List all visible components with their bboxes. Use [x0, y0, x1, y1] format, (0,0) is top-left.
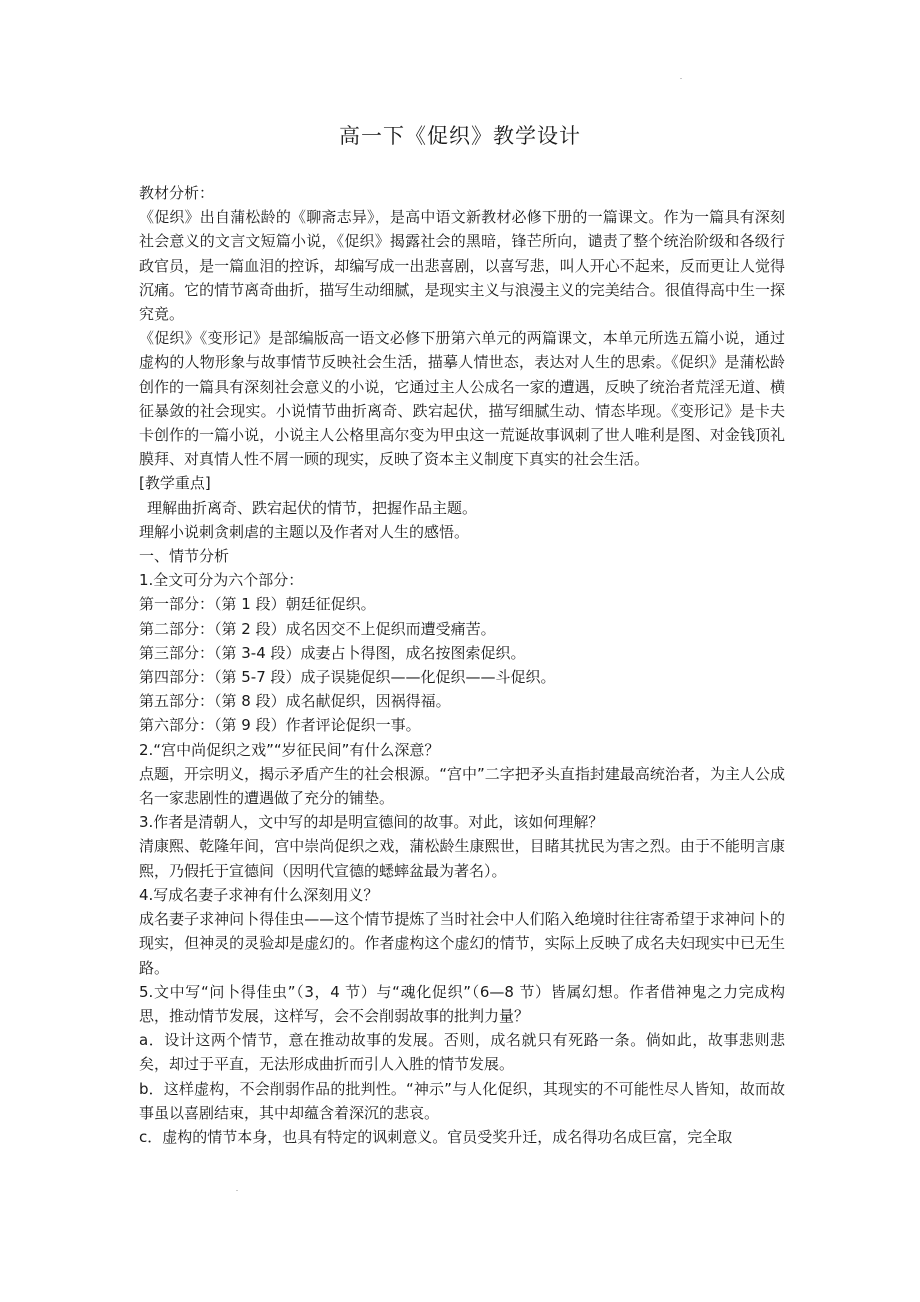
- document-body: [139, 181, 785, 1149]
- body-paragraph: 《促织》《变形记》是部编版高一语文必修下册第六单元的两篇课文，本单元所选五篇小说，通过虚构的人物形象与故事情节反映社会生活，描摹人情世态，表达对人生的思索。《促织》是蒲松龄创作的一篇具有深刻社会意义的小说，它通过主人公成名一家的遭遇，反映了统治者荒淫无道、横征暴敛的社会现实。小说情节曲折离奇、跌宕起伏，描写细腻生动、情态毕现。《变形记》是卡夫卡创作的一篇小说，小说主人公格里高尔变为甲虫这一荒诞故事讽刺了世人唯利是图、对金钱顶礼膜拜、对真情人性不屑一顾的现实，反映了资本主义制度下真实的社会生活。: [139, 329, 785, 469]
- outline-item: 第四部分：（第 5-7 段）成子误毙促织——化促织——斗促织。: [139, 668, 556, 687]
- scan-speck-bottom: [236, 1190, 238, 1191]
- question-heading: 3.作者是清朝人，文中写的却是明宣德间的故事。对此，该如何理解？: [139, 813, 604, 832]
- section-heading-focus: [教学重点]: [139, 474, 211, 493]
- question-heading: 2.“宫中尚促织之戏”“岁征民间”有什么深意？: [139, 740, 440, 759]
- question-heading: 4.写成名妻子求神有什么深刻用义？: [139, 885, 379, 904]
- outline-item: 第五部分：（第 8 段）成名献促织，因祸得福。: [139, 692, 451, 711]
- answer-paragraph: 清康熙、乾隆年间，宫中崇尚促织之戏，蒲松龄生康熙世，目睹其扰民为害之烈。由于不能明言康熙，乃假托于宣德间（因明代宣德的蟋蟀盆最为著名）。: [139, 837, 785, 880]
- focus-item: 理解曲折离奇、跌宕起伏的情节，把握作品主题。: [147, 498, 478, 517]
- answer-point: b．这样虚构，不会削弱作品的批判性。“神示”与人化促织，其现实的不可能性尽人皆知，故而故事虽以喜剧结束，其中却蕴含着深沉的悲哀。: [139, 1079, 785, 1122]
- section-heading-analysis: 教材分析：: [139, 184, 215, 202]
- outline-item: 第一部分：（第 1 段）朝廷征促织。: [139, 595, 376, 614]
- outline-item: 第六部分：（第 9 段）作者评论促织一事。: [139, 716, 421, 735]
- answer-point: a．设计这两个情节，意在推动故事的发展。否则，成名就只有死路一条。倘如此，故事悲则悲矣，却过于平直，无法形成曲折而引人入胜的情节发展。: [139, 1031, 785, 1074]
- question-heading: 5.文中写“问卜得佳虫”（3，4 节）与“魂化促织”（6—8 节）皆属幻想。作者借神鬼之力完成构思，推动情节发展，这样写，会不会削弱故事的批判力量？: [139, 982, 785, 1025]
- answer-paragraph: 成名妻子求神问卜得佳虫——这个情节提炼了当时社会中人们陷入绝境时往往寄希望于求神问卜的现实，但神灵的灵验却是虚幻的。作者虚构这个虚幻的情节，实际上反映了成名夫妇现实中已无生路。: [139, 910, 785, 977]
- body-paragraph: 《促织》出自蒲松龄的《聊斋志异》，是高中语文新教材必修下册的一篇课文。作为一篇具有深刻社会意义的文言文短篇小说，《促织》揭露社会的黑暗，锋芒所向，谴责了整个统治阶级和各级行政官员，是一篇血泪的控诉，却编写成一出悲喜剧，以喜写悲，叫人开心不起来，反而更让人觉得沉痛。它的情节离奇曲折，描写生动细腻，是现实主义与浪漫主义的完美结合。很值得高中生一探究竟。: [139, 208, 785, 324]
- outline-item: 第三部分：（第 3-4 段）成妻占卜得图，成名按图索促织。: [139, 643, 526, 662]
- answer-paragraph: 点题，开宗明义，揭示矛盾产生的社会根源。“宫中”二字把矛头直指封建最高统治者，为主人公成名一家悲剧性的遭遇做了充分的铺垫。: [139, 764, 785, 808]
- scan-speck-top: [680, 78, 682, 79]
- section-heading-plot: 一、情节分析: [139, 547, 230, 566]
- question-heading: 1.全文可分为六个部分：: [139, 571, 304, 590]
- focus-item: 理解小说刺贪刺虐的主题以及作者对人生的感悟。: [139, 522, 470, 541]
- answer-point: c．虚构的情节本身，也具有特定的讽刺意义。官员受奖升迁，成名得功名成巨富，完全取: [139, 1127, 733, 1146]
- outline-item: 第二部分：（第 2 段）成名因交不上促织而遭受痛苦。: [139, 619, 496, 638]
- page-title: 高一下《促织》教学设计: [339, 124, 581, 148]
